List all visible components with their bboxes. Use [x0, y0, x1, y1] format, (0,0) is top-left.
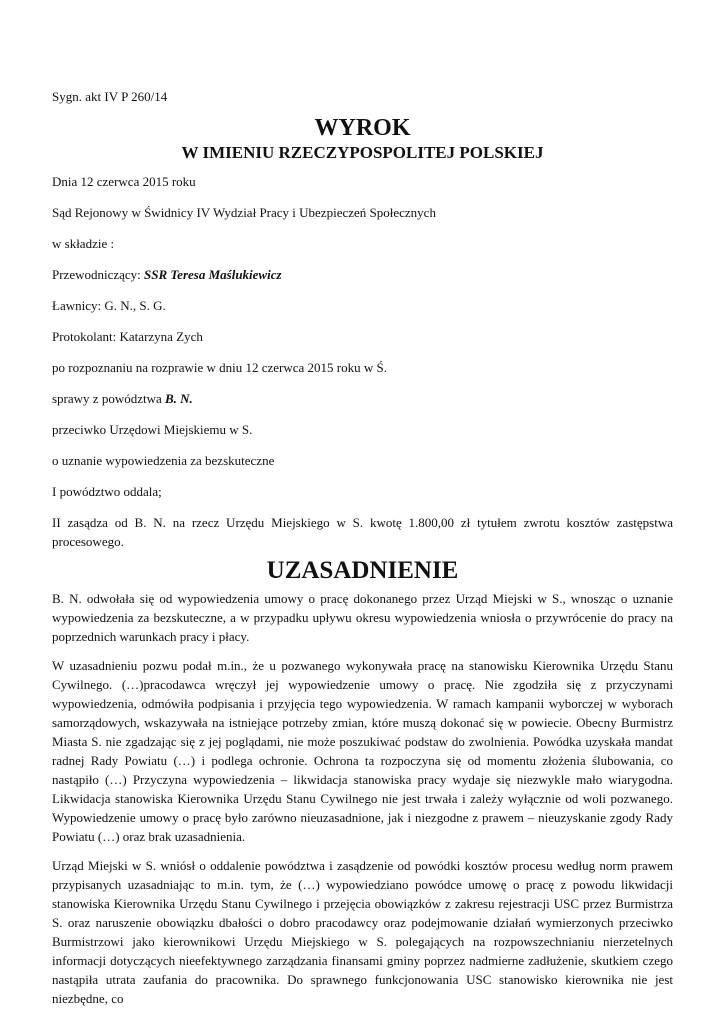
court-line: Sąd Rejonowy w Świdnicy IV Wydział Pracy i Ubezpieczeń Społecznych — [52, 205, 436, 220]
case-number: Sygn. akt IV P 260/14 — [52, 89, 168, 104]
plaintiff-line — [52, 389, 673, 408]
document-title: WYROK — [314, 115, 411, 141]
justification-paragraph-2: W uzasadnieniu pozwu podał m.in., że u pozwanego wykonywała pracę na stanowisku Kierownika Urzędu Stanu Cywilnego. (…)pracodawca wręczył jej wypowiedzenie umowy o pracę. Nie zgodziła się z przyczynami wypowiedzenia, odmówiła podpisania i przyjęcia tego wypowiedzenia. W ramach kampanii wyborczej w wyborach samorządowych, wskazywała na istniejące potrzeby zmian, które muszą dokonać się w powiecie. Obecny Burmistrz Miasta S. nie zgadzając się z jej poglądami, nie może poszukiwać podstaw do zwolnienia. Powódka uzyskała mandat radnej Rady Powiatu (…) i podlega ochronie. Ochrona ta rozpoczyna się od momentu złożenia ślubowania, co nastąpiło (…) Przyczyna wypowiedzenia – likwidacja stanowiska pracy wydaje się niezwykle mało wiarygodna. Likwidacja stanowiska Kierownika Urzędu Stanu Cywilnego nie jest trwała i zależy wyłącznie od woli pozwanego. Wypowiedzenie umowy o pracę było zarówno nieuzasadnione, jak i niezgodne z prawem – nieuzyskanie zgody Rady Powiatu (…) oraz brak uzasadnienia. — [52, 658, 673, 844]
plaintiff-label: sprawy z powództwa — [52, 391, 165, 406]
presiding-judge-line — [52, 265, 673, 284]
document-subtitle: W IMIENIU RZECZYPOSPOLITEJ POLSKIEJ — [181, 143, 544, 162]
ruling-point-2: II zasądza od B. N. na rzecz Urzędu Miejskiego w S. kwotę 1.800,00 zł tytułem zwrotu kosztów zastępstwa procesowego. — [52, 515, 673, 549]
justification-paragraph-3: Urząd Miejski w S. wniósł o oddalenie powództwa i zasądzenie od powódki kosztów procesu według norm prawem przypisanych uzasadniając to m.in. tym, że (…) wypowiedziano powódce umowę o pracę z powodu likwidacji stanowiska Kierownika Urzędu Stanu Cywilnego i przejęcia obowiązków z zakresu rejestracji USC przez Burmistrza S. oraz naruszenie obowiązku dbałości o dobro pracodawcy oraz podejmowanie działań wymierzonych przeciwko Burmistrzowi jako kierownikowi Urzędu Miejskiego w S. polegających na rozpowszechnianiu nierzetelnych informacji dotyczących nieefektywnego zarządzania finansami gminy poprzez nadmierne zadłużenie, skutkiem czego nastąpiła utrata zaufania do pracownika. Do sprawnego funkcjonowania USC stanowisko kierownika nie jest niezbędne, co — [52, 858, 673, 1006]
presiding-label: Przewodniczący: — [52, 267, 145, 282]
clerk-line: Protokolant: Katarzyna Zych — [52, 329, 203, 344]
judgment-document — [52, 87, 673, 1008]
subject-line: o uznanie wypowiedzenia za bezskuteczne — [52, 453, 275, 468]
justification-paragraph-1: B. N. odwołała się od wypowiedzenia umowy o pracę dokonanego przez Urząd Miejski w S., wnosząc o uznanie wypowiedzenia za bezskuteczne, a w przypadku upływu okresu wypowiedzenia wniosła o przywrócenie do pracy na poprzednich warunkach pracy i płacy. — [52, 591, 673, 644]
plaintiff-name: B. N. — [165, 391, 193, 406]
lay-judges-line: Ławnicy: G. N., S. G. — [52, 298, 166, 313]
composition-label: w składzie : — [52, 236, 115, 251]
presiding-name: SSR Teresa Maślukiewicz — [144, 267, 282, 282]
date-line: Dnia 12 czerwca 2015 roku — [52, 174, 196, 189]
hearing-line: po rozpoznaniu na rozprawie w dniu 12 czerwca 2015 roku w Ś. — [52, 360, 388, 375]
ruling-point-1: I powództwo oddala; — [52, 484, 162, 499]
defendant-line: przeciwko Urzędowi Miejskiemu w S. — [52, 422, 253, 437]
justification-title: UZASADNIENIE — [266, 557, 459, 584]
